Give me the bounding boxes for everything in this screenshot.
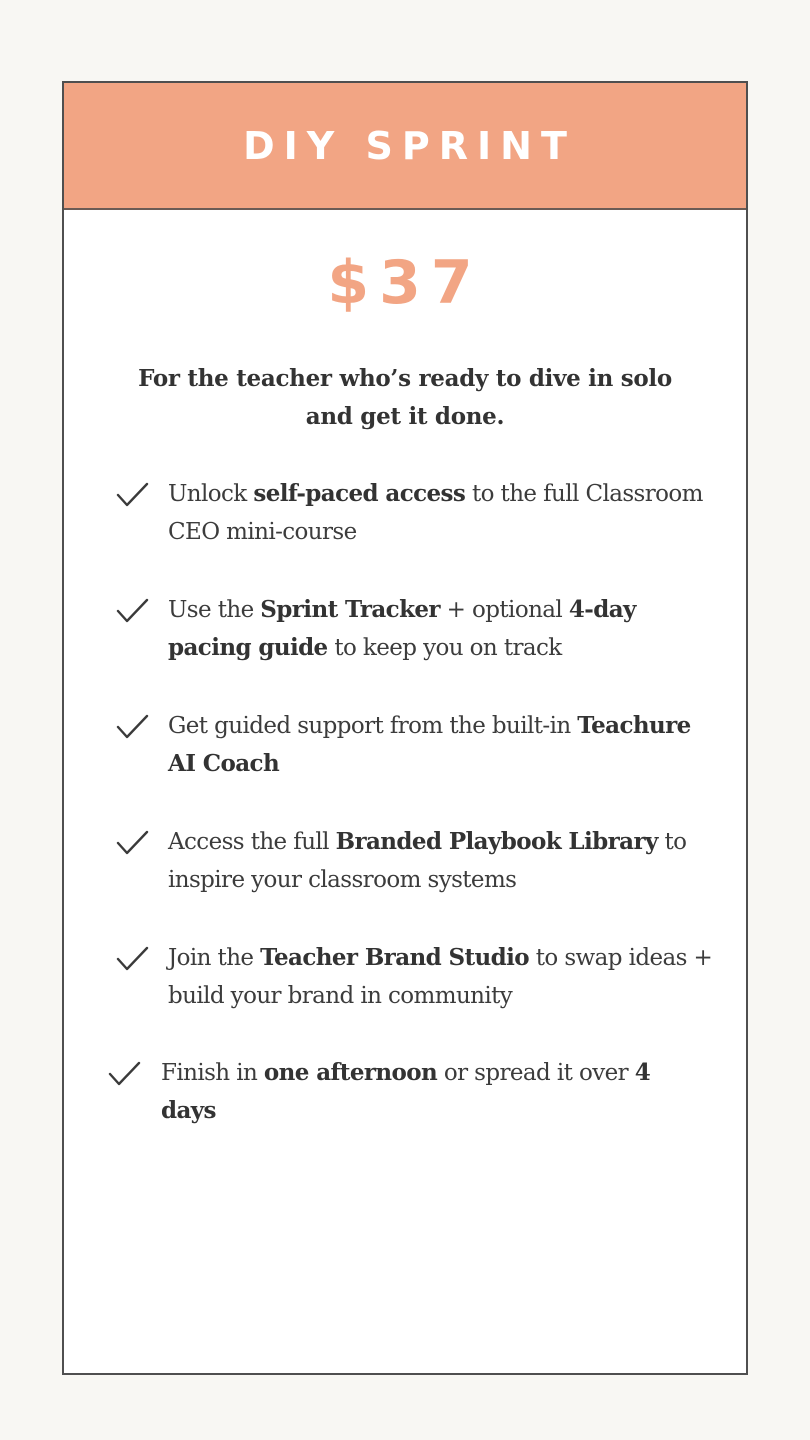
pricing-card xyxy=(62,81,748,1375)
feature-highlight: one afternoon xyxy=(263,1059,438,1086)
feature-text-segment: Access the full xyxy=(168,829,336,855)
plan-price: $37 xyxy=(327,248,483,318)
feature-text-segment: to keep you on track xyxy=(327,635,562,661)
feature-list xyxy=(64,83,746,1373)
check-icon xyxy=(116,946,150,972)
feature-highlight: Teachure AI Coach xyxy=(168,712,691,777)
plan-title: DIY SPRINT xyxy=(243,123,576,168)
feature-highlight: Sprint Tracker xyxy=(260,596,440,623)
feature-text-segment: or spread it over xyxy=(437,1060,635,1086)
feature-text xyxy=(168,939,713,1015)
feature-highlight: Branded Playbook Library xyxy=(335,828,658,855)
feature-text xyxy=(161,1054,706,1130)
check-icon xyxy=(116,598,150,624)
feature-text xyxy=(168,707,713,783)
feature-text-segment: Unlock xyxy=(168,481,254,507)
plan-tagline: For the teacher who’s ready to dive in solo and get it done. xyxy=(138,365,672,430)
feature-highlight: Teacher Brand Studio xyxy=(260,944,530,971)
feature-text-segment: Use the xyxy=(168,597,261,623)
check-icon xyxy=(108,1061,142,1087)
feature-text-segment: Get guided support from the built-in xyxy=(168,713,578,739)
feature-text xyxy=(168,475,713,551)
check-icon xyxy=(116,482,150,508)
feature-text-segment: to inspire your classroom systems xyxy=(168,829,687,893)
feature-text-segment: to swap ideas + build your brand in community xyxy=(168,945,713,1009)
feature-text-segment: to the full Classroom CEO mini-course xyxy=(168,481,703,545)
check-icon xyxy=(116,830,150,856)
check-icon xyxy=(116,714,150,740)
feature-text xyxy=(168,591,713,667)
feature-highlight: 4 days xyxy=(161,1059,651,1124)
feature-text-segment: Finish in xyxy=(161,1060,264,1086)
feature-text-segment: Join the xyxy=(168,945,261,971)
feature-text-segment: + optional xyxy=(439,597,569,623)
feature-text xyxy=(168,823,713,899)
feature-highlight: 4-day pacing guide xyxy=(168,596,636,661)
feature-highlight: self-paced access xyxy=(253,480,466,507)
